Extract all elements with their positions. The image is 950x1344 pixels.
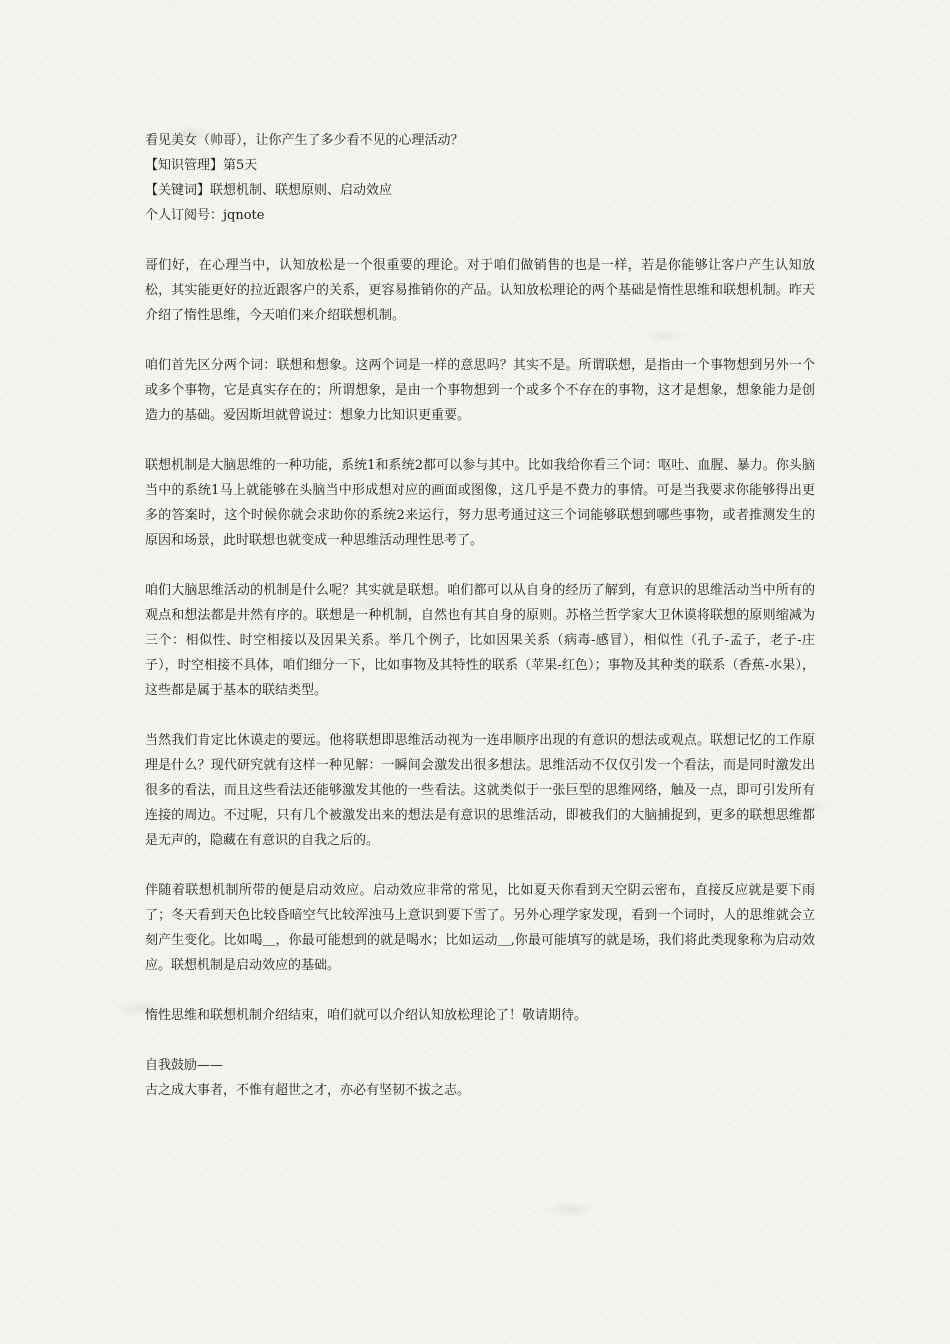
paragraph-association-principles: 咱们大脑思维活动的机制是什么呢？其实就是联想。咱们都可以从自身的经历了解到，有意识的思维活动当中所有的观点和想法都是井然有序的。联想是一种机制，自然也有其自身的原则。苏格兰哲学家大卫休谟将联想的原则缩减为三个：相似性、时空相接以及因果关系。举几个例子，比如因果关系（病毒-感冒），相似性（孔子-孟子，老子-庄子），时空相接不具体，咱们细分一下，比如事物及其特性的联系（苹果-红色）；事物及其种类的联系（香蕉-水果），这些都是属于基本的联结类型。 — [145, 583, 815, 698]
spacer — [145, 853, 815, 878]
keywords-line: 【关键词】联想机制、联想原则、启动效应 — [145, 183, 393, 198]
spacer — [145, 1028, 815, 1053]
spacer — [145, 428, 815, 453]
paragraph-association-mechanism: 联想机制是大脑思维的一种功能，系统1和系统2都可以参与其中。比如我给你看三个词：呕吐、血腥、暴力。你头脑当中的系统1马上就能够在头脑当中形成想对应的画面或图像，这几乎是不费力的事情。可是当我要求你能够得出更多的答案时，这个时候你就会求助你的系统2来运行，努力思考通过这三个词能够联想到哪些事物，或者推测发生的原因和场景，此时联想也就变成一种思维活动理性思考了。 — [145, 458, 815, 548]
subscription-line: 个人订阅号：jqnote — [145, 208, 265, 223]
paragraph-association-vs-imagination: 咱们首先区分两个词：联想和想象。这两个词是一样的意思吗？其实不是。所谓联想，是指由一个事物想到另外一个或多个事物，它是真实存在的；所谓想象，是由一个事物想到一个或多个不存在的事物，这才是想象，想象能力是创造力的基础。爱因斯坦就曾说过：想象力比知识更重要。 — [145, 358, 815, 423]
spacer — [145, 553, 815, 578]
paragraph-priming-effect: 伴随着联想机制所带的便是启动效应。启动效应非常的常见，比如夏天你看到天空阴云密布，直接反应就是要下雨了；冬天看到天色比较昏暗空气比较浑浊马上意识到要下雪了。另外心理学家发现，看到一个词时，人的思维就会立刻产生变化。比如喝＿，你最可能想到的就是喝水；比如运动＿,你最可能填写的就是场，我们将此类现象称为启动效应。联想机制是启动效应的基础。 — [145, 883, 815, 973]
paragraph-intro: 哥们好，在心理当中，认知放松是一个很重要的理论。对于咱们做销售的也是一样，若是你能够让客户产生认知放松，其实能更好的拉近跟客户的关系，更容易推销你的产品。认知放松理论的两个基础是惰性思维和联想机制。昨天介绍了惰性思维，今天咱们来介绍联想机制。 — [145, 258, 815, 323]
motto-label: 自我鼓励—— — [145, 1058, 224, 1073]
spacer — [145, 328, 815, 353]
spacer — [145, 703, 815, 728]
paragraph-conclusion: 惰性思维和联想机制介绍结束，咱们就可以介绍认知放松理论了！敬请期待。 — [145, 1008, 588, 1023]
spacer — [145, 228, 815, 253]
article-title: 看见美女（帅哥），让你产生了多少看不见的心理活动？ — [145, 133, 464, 148]
series-label: 【知识管理】第5天 — [145, 158, 258, 173]
motto-text: 古之成大事者，不惟有超世之才，亦必有坚韧不拔之志。 — [145, 1083, 471, 1098]
spacer — [145, 978, 815, 1003]
paragraph-associative-memory: 当然我们肯定比休谟走的要远。他将联想即思维活动视为一连串顺序出现的有意识的想法或观点。联想记忆的工作原理是什么？现代研究就有这样一种见解：一瞬间会激发出很多想法。思维活动不仅仅引发一个看法，而是同时激发出很多的看法，而且这些看法还能够激发其他的一些看法。这就类似于一张巨型的思维网络，触及一点，即可引发所有连接的周边。不过呢，只有几个被激发出来的想法是有意识的思维活动，即被我们的大脑捕捉到，更多的联想思维都是无声的，隐藏在有意识的自我之后的。 — [145, 733, 815, 848]
article — [145, 128, 815, 1103]
